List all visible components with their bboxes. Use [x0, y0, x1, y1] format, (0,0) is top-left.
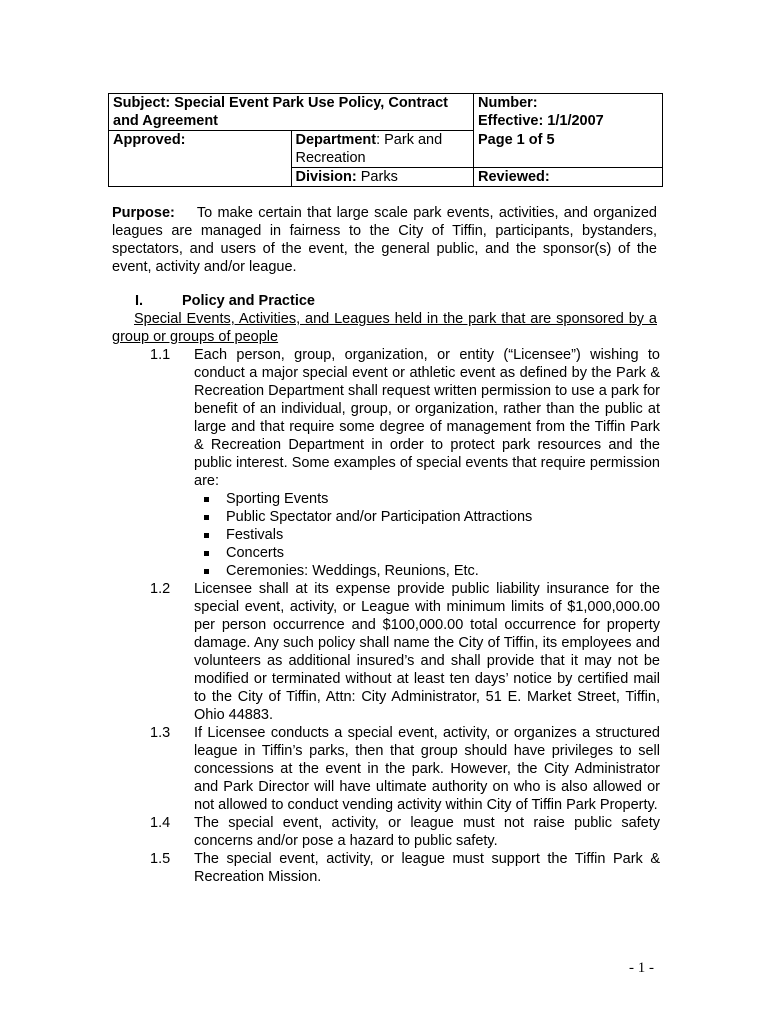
policy-item — [150, 724, 660, 814]
header-table — [108, 93, 663, 187]
item-number: 1.5 — [150, 851, 171, 867]
purpose-paragraph — [112, 204, 657, 276]
division-cell — [291, 168, 474, 187]
policy-item — [150, 346, 660, 580]
item-number: 1.2 — [150, 581, 171, 597]
policy-item — [150, 580, 660, 724]
list-item: Ceremonies: Weddings, Reunions, Etc. — [204, 562, 660, 580]
department-cell — [291, 131, 474, 168]
item-text: Licensee shall at its expense provide public liability insurance for the special event, activity, or League with minimum limits of $1,000,000.00 per person occurrence and $100,000.00 total occurrence for property damage. Any such policy shall name the City of Tiffin, its employees and volunteers as additional insured’s and shall provide that it may not be modified or terminated without at least ten days’ notice by certified mail to the City of Tiffin, Attn: City Administrator, 51 E. Market Street, Tiffin, Ohio 44883. — [194, 581, 660, 723]
item-number: 1.4 — [150, 815, 171, 831]
purpose-label: Purpose: — [112, 205, 175, 221]
policy-item — [150, 814, 660, 850]
purpose-text: To make certain that large scale park events, activities, and organized leagues are managed in fairness to the City of Tiffin, participants, bystanders, spectators, and users of the event, the general public, and the sponsor(s) of the event, activity and/or league. — [112, 205, 657, 275]
approved-cell: Approved: — [109, 131, 292, 187]
reviewed-cell: Reviewed: — [474, 168, 663, 187]
bullet-square-icon — [204, 497, 209, 502]
department-value: : Park and Recreation — [295, 132, 443, 166]
bullet-square-icon — [204, 569, 209, 574]
list-item: Sporting Events — [204, 490, 660, 508]
item-number: 1.1 — [150, 347, 171, 363]
number-label: Number: — [478, 95, 538, 111]
effective-date: Effective: 1/1/2007 — [478, 113, 604, 129]
subject-cell: Subject: Special Event Park Use Policy, Contract and Agreement — [109, 94, 474, 131]
section-number: I. — [135, 293, 144, 309]
examples-list — [194, 490, 660, 580]
page-number: - 1 - — [629, 960, 654, 976]
division-value: Parks — [356, 169, 398, 185]
number-cell — [474, 94, 663, 131]
page-count-cell: Page 1 of 5 — [474, 131, 663, 168]
item-number: 1.3 — [150, 725, 171, 741]
item-text: Each person, group, organization, or entity (“Licensee”) wishing to conduct a major special event or athletic event as defined by the Park & Recreation Department shall request written permission to use a park for benefit of an individual, group, or organization, rather than the public at large and that require some degree of management from the Tiffin Park & Recreation Department in order to protect park resources and the public interest. Some examples of special events that require permission are: — [194, 347, 660, 489]
list-item: Festivals — [204, 526, 660, 544]
item-text: If Licensee conducts a special event, activity, or organizes a structured league in Tiffin’s parks, then that group should have privileges to sell concessions at the event in the park. However, the City Administrator and Park Director will have ultimate authority on who is also allowed or not allowed to conduct vending activity within City of Tiffin Park Property. — [194, 725, 660, 813]
item-text: The special event, activity, or league must support the Tiffin Park & Recreation Mission. — [194, 851, 660, 885]
bullet-square-icon — [204, 515, 209, 520]
bullet-square-icon — [204, 533, 209, 538]
policy-item — [150, 850, 660, 886]
section-title: Policy and Practice — [182, 293, 315, 309]
list-item: Concerts — [204, 544, 660, 562]
item-text: The special event, activity, or league must not raise public safety concerns and/or pose a hazard to public safety. — [194, 815, 660, 849]
division-label: Division: — [295, 169, 357, 185]
bullet-square-icon — [204, 551, 209, 556]
section-heading — [135, 292, 315, 310]
policy-items — [150, 346, 660, 886]
department-label: Department — [295, 132, 377, 148]
section-intro: Special Events, Activities, and Leagues held in the park that are sponsored by a group or groups of people — [112, 311, 657, 345]
list-item: Public Spectator and/or Participation Attractions — [204, 508, 660, 526]
item-body — [194, 346, 660, 580]
